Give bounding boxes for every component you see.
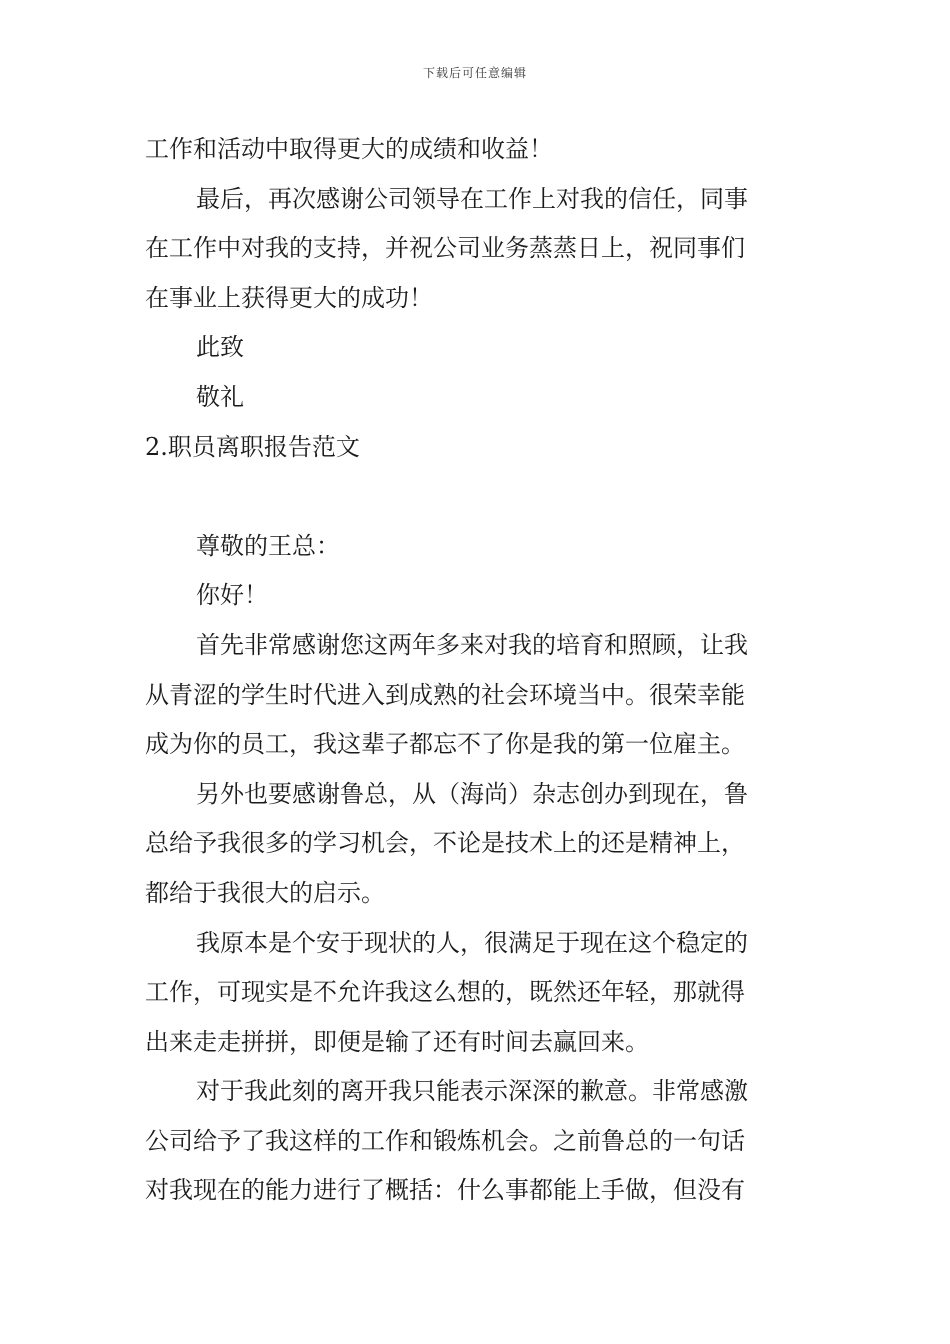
closing-regards: 敬礼 — [196, 382, 244, 411]
paragraph-line: 对于我此刻的离开我只能表示深深的歉意。非常感激 — [196, 1077, 748, 1106]
blank-line — [145, 472, 810, 522]
closing-salutation: 此致 — [196, 333, 244, 362]
page-header: 下载后可任意编辑 — [422, 66, 527, 80]
section-heading: 2.职员离职报告范文 — [145, 432, 360, 461]
paragraph-line: 出来走走拼拼，即便是输了还有时间去赢回来。 — [145, 1027, 649, 1056]
paragraph-line: 我原本是个安于现状的人，很满足于现在这个稳定的 — [196, 928, 748, 957]
paragraph-line: 另外也要感谢鲁总，从（海尚）杂志创办到现在，鲁 — [196, 779, 748, 808]
paragraph-line: 最后，再次感谢公司领导在工作上对我的信任，同事 — [196, 184, 748, 213]
paragraph-line: 工作和活动中取得更大的成绩和收益！ — [145, 135, 553, 163]
paragraph-line: 成为你的员工，我这辈子都忘不了你是我的第一位雇主。 — [145, 730, 745, 759]
paragraph-line: 在工作中对我的支持，并祝公司业务蒸蒸日上，祝同事们 — [145, 234, 745, 263]
letter-opening: 你好！ — [196, 581, 268, 610]
paragraph-line: 对我现在的能力进行了概括：什么事都能上手做，但没有 — [145, 1176, 745, 1205]
paragraph-line: 都给于我很大的启示。 — [145, 878, 385, 907]
paragraph-line: 从青涩的学生时代进入到成熟的社会环境当中。很荣幸能 — [145, 680, 745, 709]
paragraph-line: 总给予我很多的学习机会，不论是技术上的还是精神上， — [145, 829, 745, 858]
letter-greeting: 尊敬的王总： — [196, 531, 340, 560]
document-body — [145, 125, 810, 1216]
paragraph-line: 公司给予了我这样的工作和锻炼机会。之前鲁总的一句话 — [145, 1126, 745, 1155]
paragraph-line: 首先非常感谢您这两年多来对我的培育和照顾，让我 — [196, 630, 748, 659]
paragraph-line: 在事业上获得更大的成功！ — [145, 283, 433, 312]
paragraph-line: 工作，可现实是不允许我这么想的，既然还年轻，那就得 — [145, 978, 745, 1007]
